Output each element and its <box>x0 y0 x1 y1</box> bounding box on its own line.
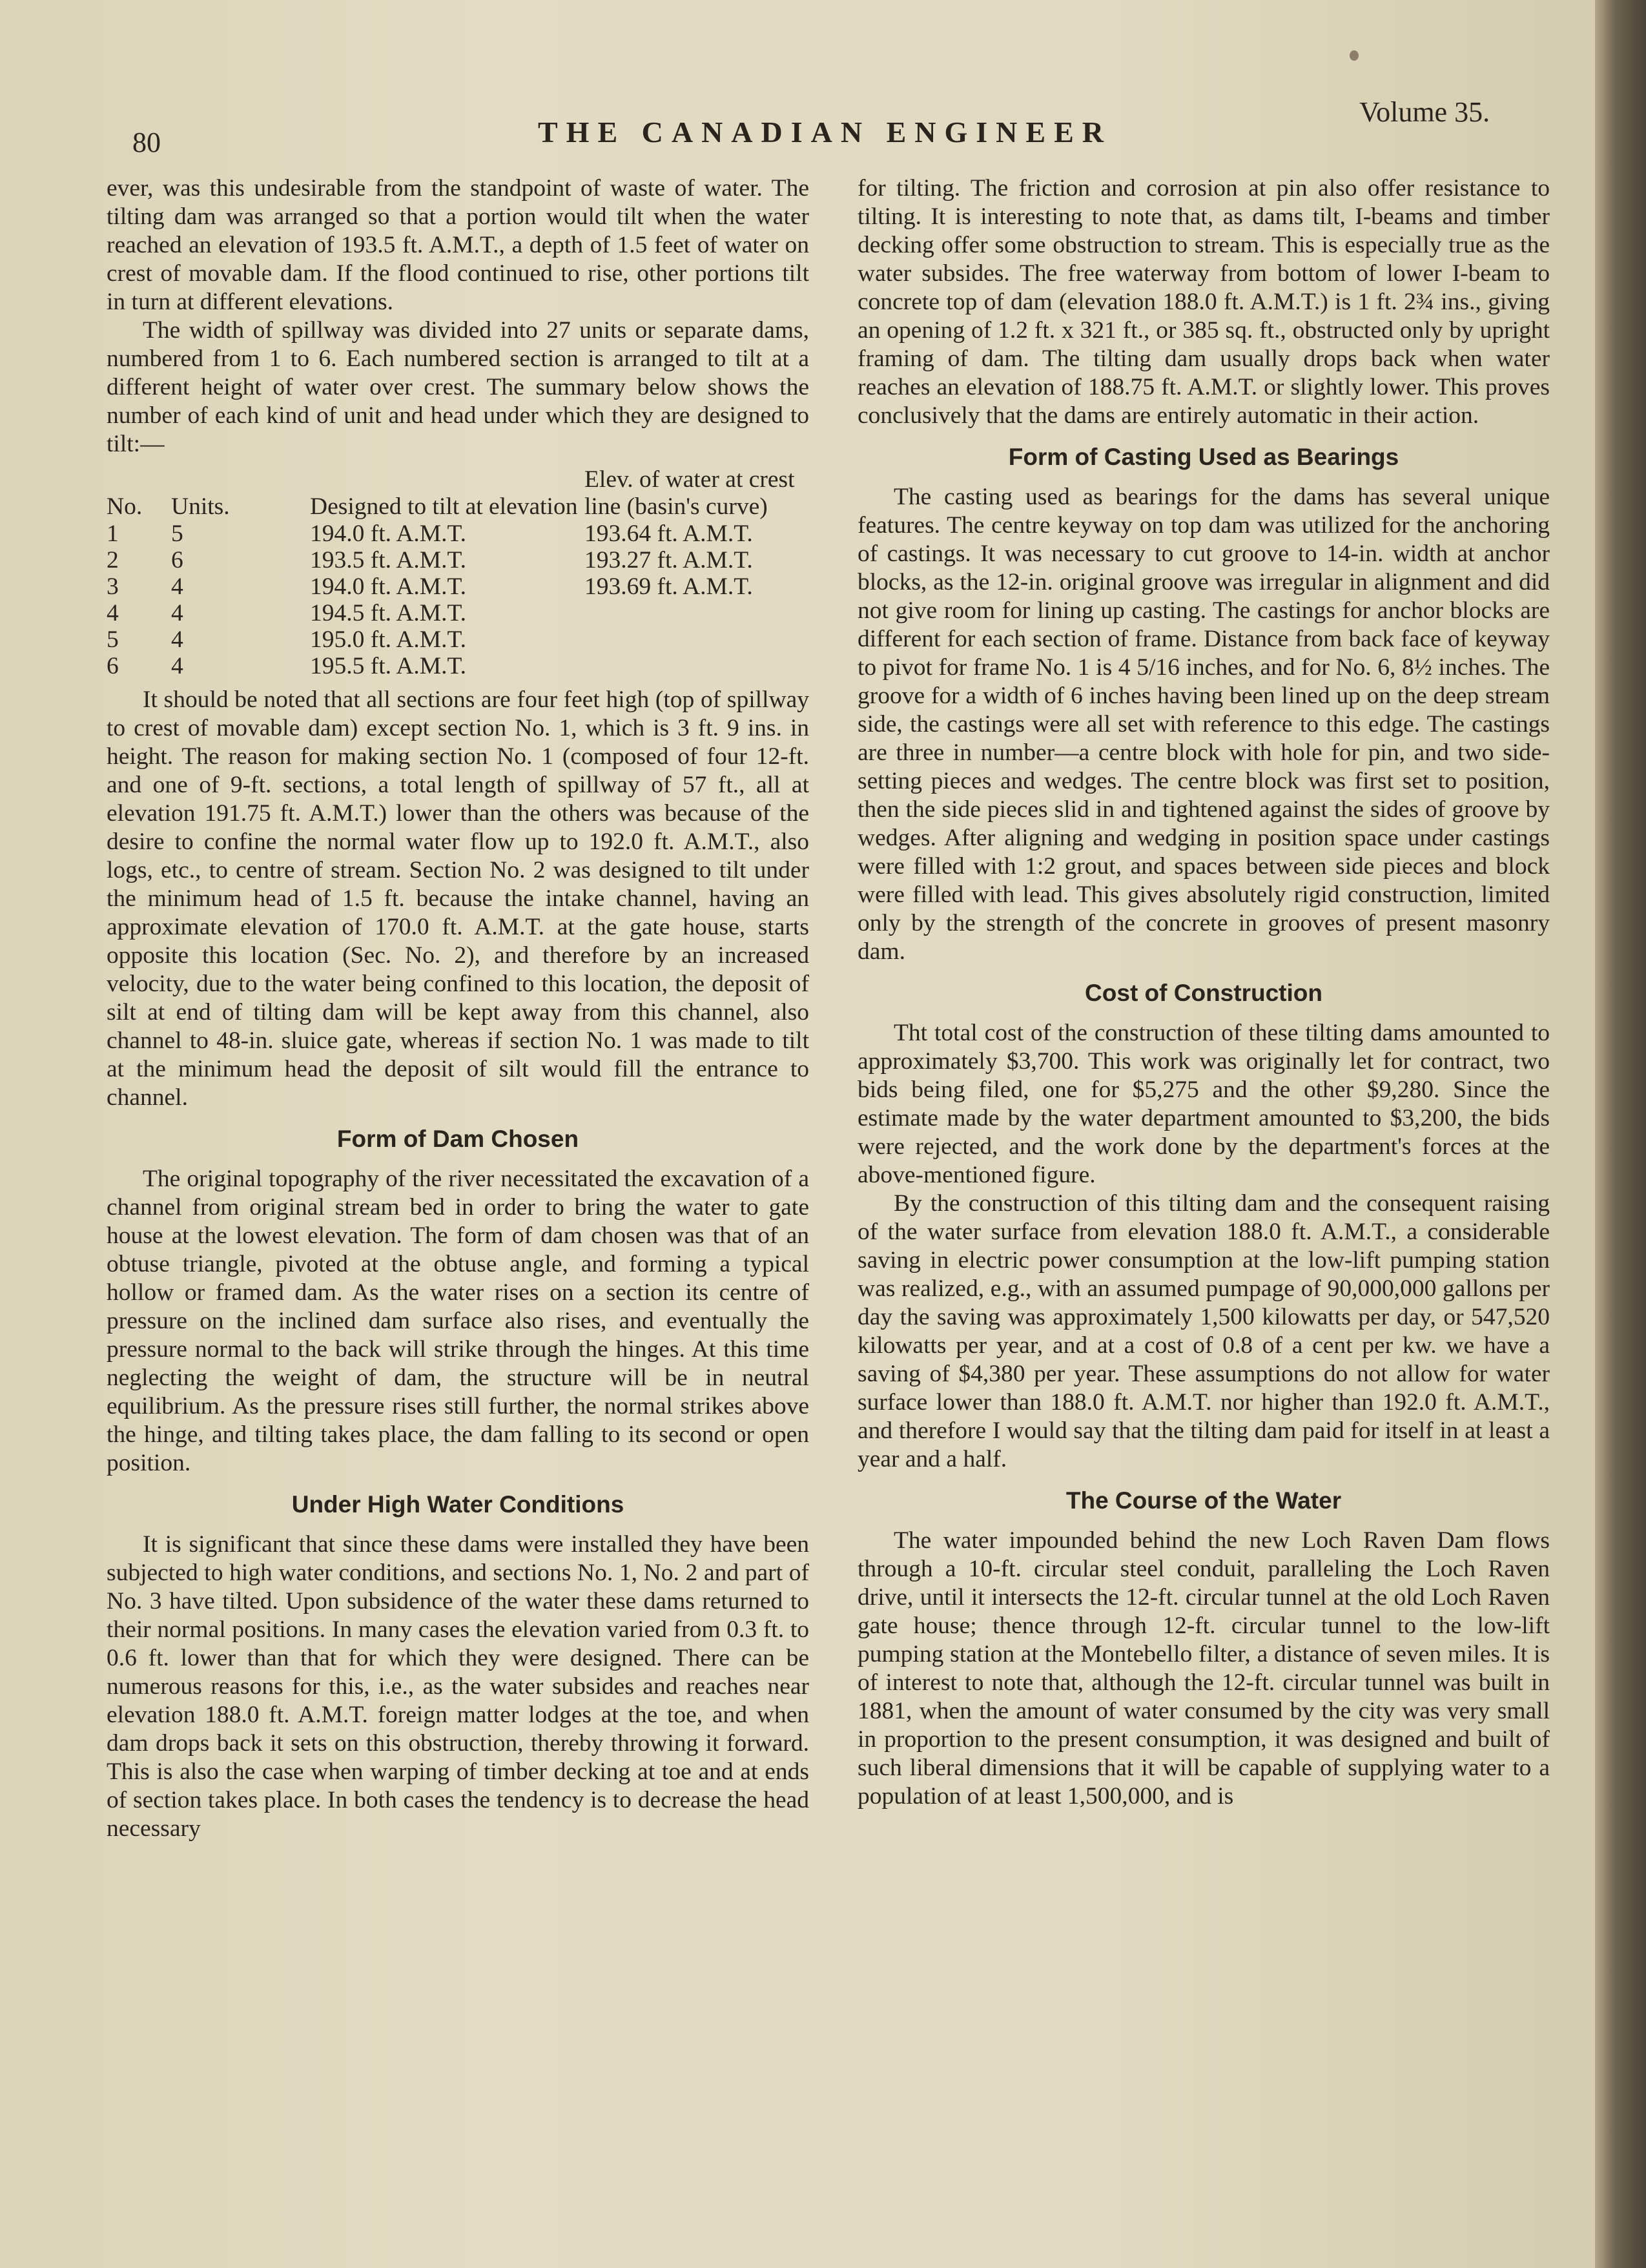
paragraph: The width of spillway was divided into 27 units or separate dams, numbered from 1 to 6. Each numbered section is arranged to tilt at a different height of water over crest. The summary below shows the number of each kind of unit and head under which they are designed to tilt:— <box>107 317 809 457</box>
cell-crest <box>584 653 809 679</box>
cell-units: 4 <box>171 626 183 653</box>
cell-units: 6 <box>171 547 183 573</box>
ink-spot <box>1350 50 1359 61</box>
cell-tilt: 195.0 ft. A.M.T. <box>310 626 467 653</box>
paragraph: ever, was this undesirable from the standpoint of waste of water. The tilting dam was arranged so that a portion would tilt when the water reached an elevation of 193.5 ft. A.M.T., a depth of 1.5 feet of water on crest of movable dam. If the flood continued to rise, other portions tilt in turn at different elevations. <box>107 175 809 315</box>
cell-crest <box>584 626 809 653</box>
cell-units: 4 <box>171 600 183 626</box>
section-heading: Under High Water Conditions <box>291 1491 624 1518</box>
journal-title: THE CANADIAN ENGINEER <box>538 116 1112 149</box>
cell-units: 4 <box>171 653 183 679</box>
cell-tilt: 195.5 ft. A.M.T. <box>310 653 467 679</box>
left-column <box>107 174 809 1843</box>
cell-no: 3 <box>107 573 119 600</box>
section-heading: Form of Casting Used as Bearings <box>1008 444 1399 470</box>
column-header-no: No. <box>107 493 143 520</box>
section-heading: Form of Dam Chosen <box>336 1126 579 1152</box>
section-heading: The Course of the Water <box>1065 1487 1342 1514</box>
cell-no: 4 <box>107 600 119 626</box>
page-number: 80 <box>132 127 161 158</box>
cell-crest <box>584 600 809 626</box>
column-header-crest-elevation: Elev. of water at crest line (basin's curve) <box>584 466 795 520</box>
cell-no: 6 <box>107 653 119 679</box>
table-row <box>107 653 809 679</box>
cell-no: 1 <box>107 521 119 547</box>
table-row <box>107 600 809 626</box>
volume-label: Volume 35. <box>1359 96 1490 128</box>
cell-crest: 193.27 ft. A.M.T. <box>584 547 753 573</box>
cell-tilt: 194.0 ft. A.M.T. <box>310 573 467 600</box>
paragraph: The casting used as bearings for the dams has several unique features. The centre keyway on top dam was utilized for the anchoring of castings. It was necessary to cut groove to 14-in. width at anchor blocks, as the 12-in. original groove was irregular in alignment and did not give room for lining up casting. The castings for anchor blocks are different for each section of frame. Distance from back face of keyway to pivot for frame No. 1 is 4 5/16 inches, and for No. 6, 8½ inches. The groove for a width of 6 inches having been lined up on the deep stream side, the castings were all set with reference to this edge. The castings are three in number—a centre block with hole for pin, and two side-setting pieces and wedges. The centre block was first set to position, then the side pieces slid in and tightened against the sides of groove by wedges. After aligning and wedging in position space under castings were filled with 1:2 grout, and spaces between side pieces and block were filled with lead. This gives absolutely rigid construction, limited only by the strength of the concrete in grooves of present masonry dam. <box>858 484 1550 965</box>
cell-units: 5 <box>171 521 183 547</box>
page-binding-edge <box>1595 0 1646 2268</box>
table-row <box>107 626 809 653</box>
cell-no: 5 <box>107 626 119 653</box>
paragraph: It should be noted that all sections are four feet high (top of spillway to crest of movable dam) except section No. 1, which is 3 ft. 9 ins. in height. The reason for making section No. 1 (composed of four 12-ft. and one of 9-ft. sections, a total length of spillway of 57 ft., all at elevation 191.75 ft. A.M.T.) lower than the others was because of the desire to confine the normal water flow up to 192.0 ft. A.M.T., also logs, etc., to centre of stream. Section No. 2 was designed to tilt under the minimum head of 1.5 ft. because the intake channel, having an approximate elevation of 170.0 ft. A.M.T. at the gate house, starts opposite this location (Sec. No. 2), and therefore by an increased velocity, due to the water being confined to this location, the deposit of silt at end of tilting dam will be kept away from this channel, also channel to 48-in. sluice gate, whereas if section No. 1 was made to tilt at the minimum head the deposit of silt would fill the entrance to channel. <box>107 686 809 1111</box>
cell-crest: 193.64 ft. A.M.T. <box>584 521 753 547</box>
cell-tilt: 194.5 ft. A.M.T. <box>310 600 467 626</box>
column-header-units: Units. <box>171 493 230 520</box>
cell-no: 2 <box>107 547 119 573</box>
column-header-tilt-elevation: Designed to tilt at elevation <box>310 493 578 520</box>
paragraph: Tht total cost of the construction of these tilting dams amounted to approximately $3,700. This work was originally let for contract, two bids being filed, one for $5,275 and the other $9,280. Since the estimate made by the water department amounted to $3,200, the bids were rejected, and the work done by the department's forces at the above-mentioned figure. <box>858 1020 1550 1188</box>
cell-crest: 193.69 ft. A.M.T. <box>584 573 753 600</box>
paragraph: The water impounded behind the new Loch Raven Dam flows through a 10-ft. circular steel conduit, paralleling the Loch Raven drive, until it intersects the 12-ft. circular tunnel at the old Loch Raven gate house; thence through 12-ft. circular tunnel to the low-lift pumping station at the Montebello filter, a distance of seven miles. It is of interest to note that, although the 12-ft. circular tunnel was built in 1881, when the amount of water consumed by the city was very small in proportion to the present consumption, it was designed and built of such liberal dimensions that it will be capable of supplying water to a population of at least 1,500,000, and is <box>858 1527 1550 1809</box>
cell-tilt: 194.0 ft. A.M.T. <box>310 521 467 547</box>
paragraph: By the construction of this tilting dam and the consequent raising of the water surface from elevation 188.0 ft. A.M.T., a considerable saving in electric power consumption at the low-lift pumping station was realized, e.g., with an assumed pumpage of 90,000,000 gallons per day the saving was approximately 1,500 kilowatts per day, or 547,520 kilowatts per year, and at a cost of 0.8 of a cent per kw. we have a saving of $4,380 per year. These assumptions do not allow for water surface lower than 188.0 ft. A.M.T. nor higher than 192.0 ft. A.M.T., and therefore I would say that the tilting dam paid for itself in at least a year and a half. <box>858 1190 1550 1472</box>
table-row <box>107 573 809 600</box>
table-row <box>107 521 809 547</box>
right-column <box>858 174 1550 1811</box>
cell-tilt: 193.5 ft. A.M.T. <box>310 547 467 573</box>
paragraph: for tilting. The friction and corrosion at pin also offer resistance to tilting. It is interesting to note that, as dams tilt, I-beams and timber decking offer some obstruction to stream. This is especially true as the water subsides. The free waterway from bottom of lower I-beam to concrete top of dam (elevation 188.0 ft. A.M.T.) is 1 ft. 2¾ ins., giving an opening of 1.2 ft. x 321 ft., or 385 sq. ft., obstructed only by upright framing of dam. The tilting dam usually drops back when water reaches an elevation of 188.75 ft. A.M.T. or slightly lower. This proves conclusively that the dams are entirely automatic in their action. <box>858 175 1550 429</box>
section-heading: Cost of Construction <box>1085 980 1322 1006</box>
paragraph: The original topography of the river necessitated the excavation of a channel from original stream bed in order to bring the water to gate house at the lowest elevation. The form of dam chosen was that of an obtuse triangle, pivoted at the obtuse angle, and forming a typical hollow or framed dam. As the water rises on a section its centre of pressure on the inclined dam surface also rises, and eventually the pressure normal to the back will strike through the hinges. At this time neglecting the weight of dam, the structure will be in neutral equilibrium. As the pressure rises still further, the normal strikes above the hinge, and tilting takes place, the dam falling to its second or open position. <box>107 1166 809 1476</box>
table-header-row <box>107 466 809 521</box>
cell-units: 4 <box>171 573 183 600</box>
paragraph: It is significant that since these dams were installed they have been subjected to high water conditions, and sections No. 1, No. 2 and part of No. 3 have tilted. Upon subsidence of the water these dams returned to their normal positions. In many cases the elevation varied from 0.3 ft. to 0.6 ft. lower than that for which they were designed. There can be numerous reasons for this, i.e., as the water subsides and reaches near elevation 188.0 ft. A.M.T. foreign matter lodges at the toe, and when dam drops back it sets on this obstruction, thereby throwing it forward. This is also the case when warping of timber decking at toe and at ends of section takes place. In both cases the tendency is to decrease the head necessary <box>107 1531 809 1842</box>
table-row <box>107 547 809 573</box>
tilt-summary-table <box>107 466 809 679</box>
